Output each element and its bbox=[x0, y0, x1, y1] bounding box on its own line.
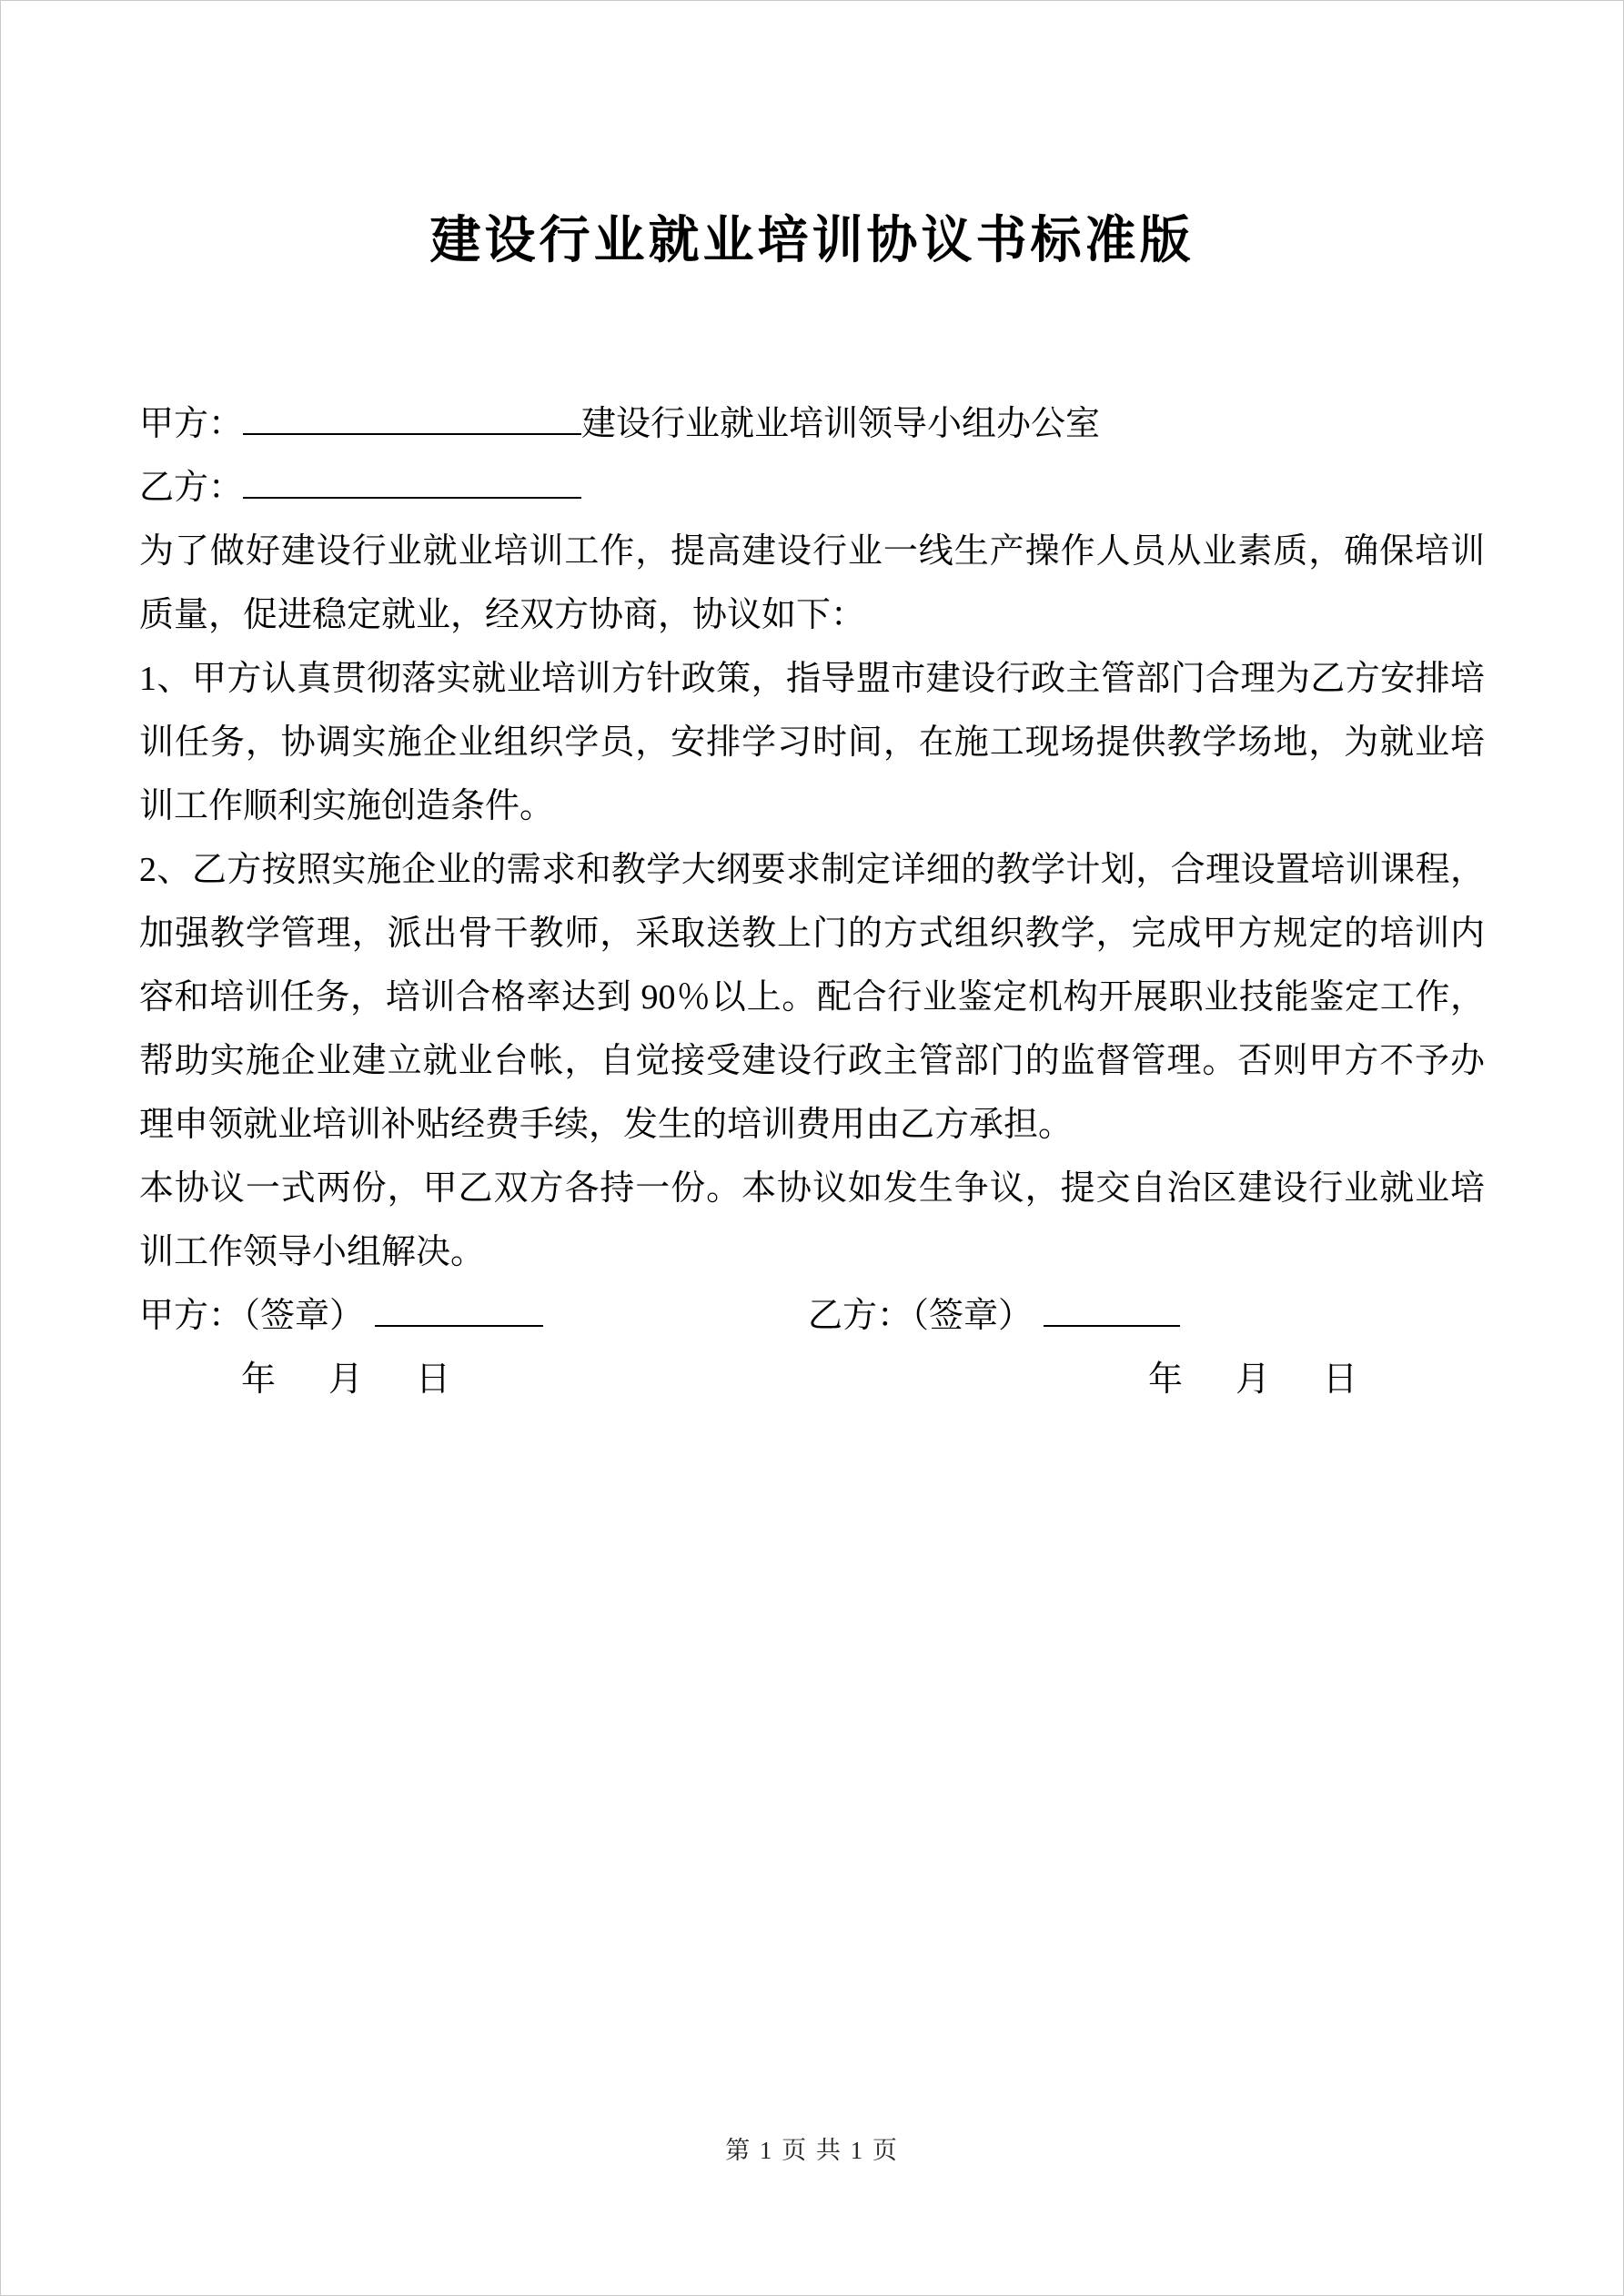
document-title: 建设行业就业培训协议书标准版 bbox=[429, 213, 1195, 269]
date-party-a bbox=[241, 1348, 450, 1411]
party-b-row bbox=[139, 456, 1485, 520]
body-paragraphs bbox=[139, 520, 1485, 1284]
signature-party-b-blank-line bbox=[1044, 1290, 1180, 1327]
signature-party-a-label: 甲方：（签章） bbox=[139, 1297, 365, 1335]
date-party-b bbox=[1148, 1348, 1357, 1411]
date-party-b-day-label: 日 bbox=[1322, 1360, 1357, 1399]
signature-party-b bbox=[808, 1284, 1180, 1348]
paragraph: 2、乙方按照实施企业的需求和教学大纲要求制定详细的教学计划，合理设置培训课程，加强教学管理，派出骨干教师，采取送教上门的方式组织教学，完成甲方规定的培训内容和培训任务，培训合格率达到 90％以上。配合行业鉴定机构开展职业技能鉴定工作，帮助实施企业建立就业台帐，自觉接受建设行政主管部门的监督管理。否则甲方不予办理申领就业培训补贴经费手续，发生的培训费用由乙方承担。 bbox=[139, 851, 1485, 1144]
date-party-b-month-label: 月 bbox=[1235, 1360, 1270, 1399]
paragraph: 本协议一式两份，甲乙双方各持一份。本协议如发生争议，提交自治区建设行业就业培训工作领导小组解决。 bbox=[139, 1169, 1485, 1271]
party-a-row bbox=[139, 392, 1485, 456]
document-body bbox=[139, 392, 1485, 1411]
party-a-suffix: 建设行业就业培训领导小组办公室 bbox=[581, 405, 1101, 443]
party-b-blank-line bbox=[243, 462, 581, 499]
party-a-blank-line bbox=[243, 399, 581, 435]
date-party-b-year-label: 年 bbox=[1147, 1360, 1183, 1399]
party-a-label: 甲方： bbox=[139, 405, 244, 443]
footer-page-number: 第 1 页 共 1 页 bbox=[725, 2137, 899, 2164]
date-row bbox=[139, 1348, 1485, 1411]
paragraph: 为了做好建设行业就业培训工作，提高建设行业一线生产操作人员从业素质，确保培训质量，促进稳定就业，经双方协商，协议如下： bbox=[139, 532, 1485, 634]
date-party-a-day-label: 日 bbox=[416, 1360, 451, 1399]
party-b-label: 乙方： bbox=[139, 469, 244, 507]
signature-party-b-label: 乙方：（签章） bbox=[808, 1297, 1034, 1335]
date-party-a-month-label: 月 bbox=[328, 1360, 364, 1399]
signature-party-a bbox=[139, 1284, 808, 1348]
signature-party-a-blank-line bbox=[375, 1290, 543, 1327]
paragraph: 1、甲方认真贯彻落实就业培训方针政策，指导盟市建设行政主管部门合理为乙方安排培训任务，协调实施企业组织学员，安排学习时间，在施工现场提供教学场地，为就业培训工作顺利实施创造条件。 bbox=[139, 660, 1485, 825]
date-party-a-year-label: 年 bbox=[241, 1360, 277, 1399]
signature-row bbox=[139, 1284, 1485, 1348]
